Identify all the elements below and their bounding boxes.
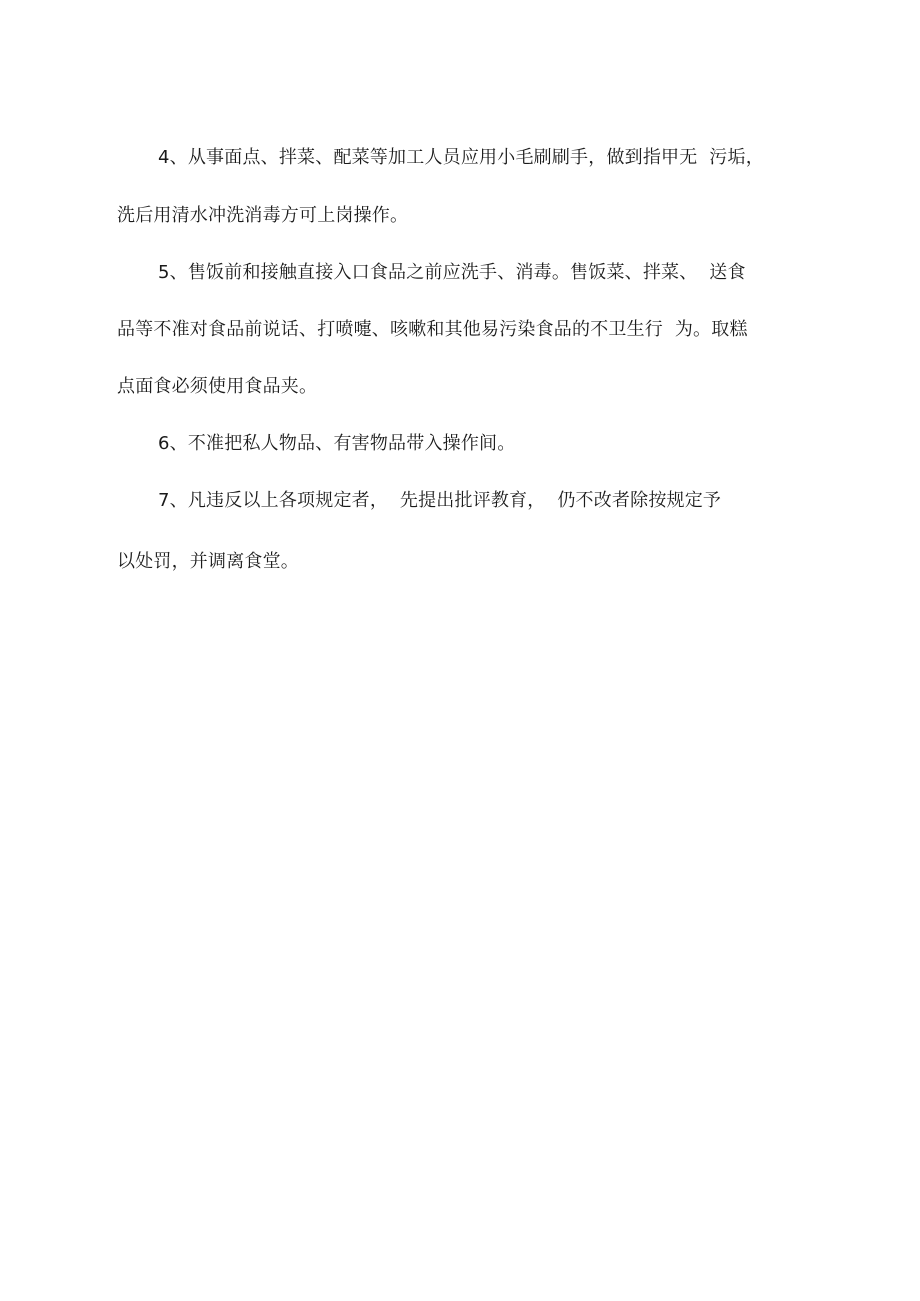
paragraph-7-line-2: 以处罚，并调离食堂。 xyxy=(117,551,299,572)
paragraph-6-line-1: 6、不准把私人物品、有害物品带入操作间。 xyxy=(158,433,516,454)
paragraph-4-line-1: 4、从事面点、拌菜、配菜等加工人员应用小毛刷刷手，做到指甲无 污垢， xyxy=(158,147,764,168)
paragraph-5-line-2: 品等不准对食品前说话、打喷嚏、咳嗽和其他易污染食品的不卫生行 为。取糕 xyxy=(117,319,748,340)
paragraph-5-line-1: 5、售饭前和接触直接入口食品之前应洗手、消毒。售饭菜、拌菜、 送食 xyxy=(158,262,746,283)
paragraph-4-line-2: 洗后用清水冲洗消毒方可上岗操作。 xyxy=(117,205,409,226)
paragraph-5-line-3: 点面食必须使用食品夹。 xyxy=(117,376,318,397)
paragraph-7-line-1: 7、凡违反以上各项规定者， 先提出批评教育， 仍不改者除按规定予 xyxy=(158,490,722,511)
